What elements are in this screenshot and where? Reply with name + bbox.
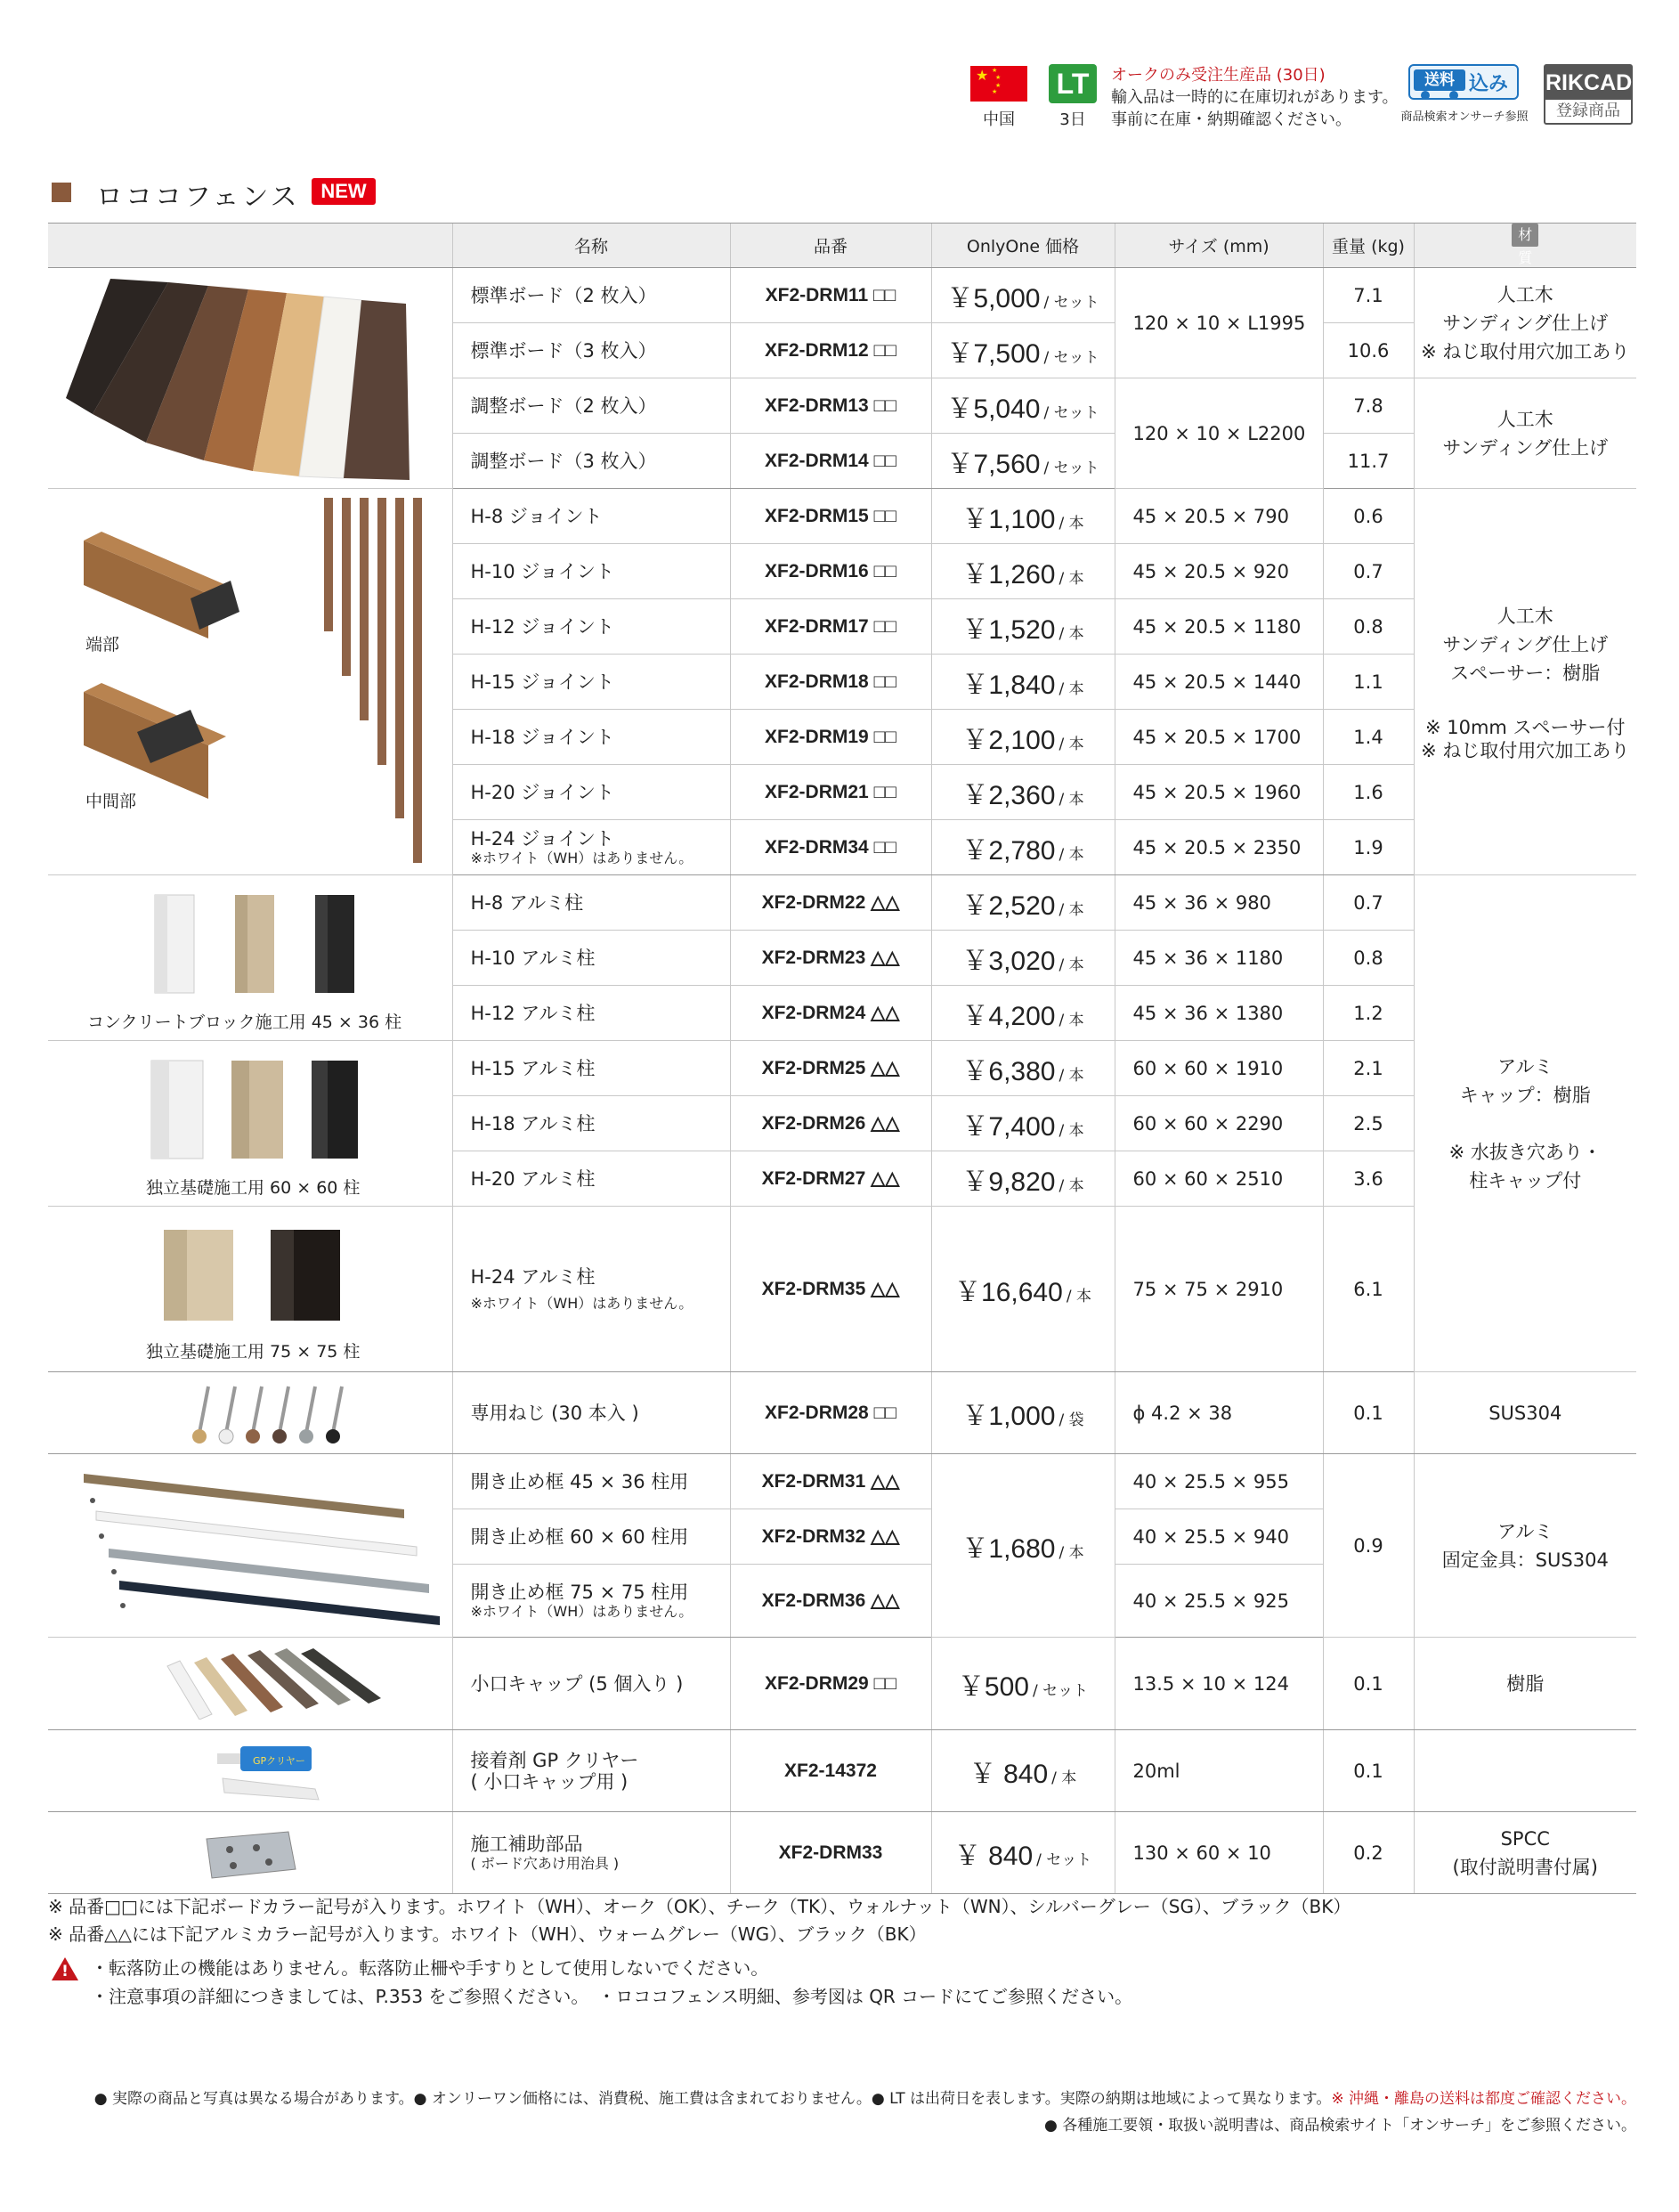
frames-image — [75, 1465, 449, 1625]
row-weight: 0.8 — [1323, 931, 1414, 986]
row-name: H-8 ジョイント — [452, 489, 730, 544]
row-price: ￥ 840 / 本 — [931, 1730, 1115, 1812]
row-price: ￥2,780 / 本 — [931, 820, 1115, 875]
row-size: 20ml — [1115, 1730, 1323, 1812]
row-code: XF2-DRM19 □□ — [730, 710, 931, 765]
row-size: 60 × 60 × 2290 — [1115, 1096, 1323, 1151]
row-name: 接着剤 GP クリヤー ( 小口キャップ用 ) — [452, 1730, 730, 1812]
row-name: H-24 ジョイント ※ホワイト（WH）はありません。 — [452, 820, 730, 875]
rikcad-badge — [1544, 64, 1633, 125]
jig-image-cell — [48, 1812, 452, 1894]
posts-75-image — [158, 1226, 372, 1324]
row-price: ￥3,020 / 本 — [931, 931, 1115, 986]
row-name: 開き止め框 60 × 60 柱用 — [452, 1509, 730, 1565]
new-badge: NEW — [312, 178, 376, 205]
jig-material: SPCC (取付説明書付属) — [1414, 1812, 1636, 1894]
row-code: XF2-DRM31 △△ — [730, 1454, 931, 1509]
caution-2: ・注意事項の詳細につきましては、P.353 をご参照ください。 ・ロココフェンス明細、参考図は QR コードにてご参照ください。 — [91, 1986, 1133, 2007]
row-name: 開き止め框 45 × 36 柱用 — [452, 1454, 730, 1509]
board-planks — [66, 279, 410, 480]
board-material-std: 人工木 サンディング仕上げ ※ ねじ取付用穴加工あり — [1414, 268, 1636, 378]
note-board-colors: ※ 品番□□には下記ボードカラー記号が入ります。ホワイト（WH）、オーク（OK）、チーク（TK）、ウォルナット（WN）、シルバーグレー（SG）、ブラック（BK） — [48, 1896, 1351, 1917]
row-size: 40 × 25.5 × 955 — [1115, 1454, 1323, 1509]
board-material-adj: 人工木 サンディング仕上げ — [1414, 378, 1636, 489]
row-code: XF2-DRM14 □□ — [730, 434, 931, 489]
row-weight: 6.1 — [1323, 1207, 1414, 1372]
row-code: XF2-DRM25 △△ — [730, 1041, 931, 1096]
table-row — [48, 1638, 1636, 1730]
row-weight: 7.1 — [1323, 268, 1414, 323]
row-size: 60 × 60 × 1910 — [1115, 1041, 1323, 1096]
row-name: 施工補助部品 ( ボード穴あけ用治具 ) — [452, 1812, 730, 1894]
row-weight: 1.1 — [1323, 655, 1414, 710]
row-name: H-20 ジョイント — [452, 765, 730, 820]
row-code: XF2-DRM28 □□ — [730, 1372, 931, 1454]
row-name: 調整ボード（3 枚入） — [452, 434, 730, 489]
posts-45-image — [146, 890, 360, 996]
frame-weight: 0.9 — [1323, 1454, 1414, 1638]
row-code: XF2-DRM36 △△ — [730, 1565, 931, 1638]
row-size: 45 × 20.5 × 1180 — [1115, 599, 1323, 655]
row-code: XF2-DRM26 △△ — [730, 1096, 931, 1151]
footer-line-1: ● 実際の商品と写真は異なる場合があります。● オンリーワン価格には、消費税、施工費は含まれておりません。● LT は出荷日を表します。実際の納期は地域によって異なります。※ 沖縄・離島の送料は都度ご確認ください。 — [93, 2090, 1636, 2108]
row-size: 45 × 20.5 × 1440 — [1115, 655, 1323, 710]
post-material: アルミ キャップ：樹脂 ※ 水抜き穴あり・ 柱キャップ付 — [1414, 875, 1636, 1372]
row-name: 標準ボード（3 枚入） — [452, 323, 730, 378]
row-weight: 2.1 — [1323, 1041, 1414, 1096]
row-code: XF2-DRM33 — [730, 1812, 931, 1894]
row-size: 40 × 25.5 × 925 — [1115, 1565, 1323, 1638]
glue-image — [208, 1743, 351, 1805]
cap-image-cell — [48, 1638, 452, 1730]
header-size: サイズ (mm) — [1115, 224, 1323, 268]
end-cap-set — [167, 1648, 381, 1720]
row-weight: 1.6 — [1323, 765, 1414, 820]
row-name: 調整ボード（2 枚入） — [452, 378, 730, 434]
row-weight: 0.6 — [1323, 489, 1414, 544]
row-weight: 0.7 — [1323, 875, 1414, 931]
row-size: 130 × 60 × 10 — [1115, 1812, 1323, 1894]
row-weight: 1.2 — [1323, 986, 1414, 1041]
row-price: ￥2,360 / 本 — [931, 765, 1115, 820]
row-code: XF2-DRM34 □□ — [730, 820, 931, 875]
label-middle: 中間部 — [85, 792, 137, 811]
joint-end-piece — [84, 532, 239, 638]
table-header-row — [48, 224, 1636, 268]
wheel-icon — [1421, 91, 1430, 100]
row-size: 45 × 20.5 × 790 — [1115, 489, 1323, 544]
row-weight: 1.9 — [1323, 820, 1414, 875]
row-price: ￥7,500 / セット — [931, 323, 1115, 378]
row-name: H-15 ジョイント — [452, 655, 730, 710]
label-post-75: 独立基礎施工用 75 × 75 柱 — [146, 1342, 361, 1362]
row-name: 小口キャップ (5 個入り ) — [452, 1638, 730, 1730]
table-row — [48, 875, 1636, 931]
table-row — [48, 1207, 1636, 1372]
joint-middle-piece — [84, 683, 226, 799]
row-weight: 0.2 — [1323, 1812, 1414, 1894]
material-icon: 材質 — [1512, 224, 1538, 247]
cap-material: 樹脂 — [1414, 1638, 1636, 1730]
joint-image-cell — [48, 489, 452, 875]
table-row — [48, 268, 1636, 323]
row-price: ￥1,260 / 本 — [931, 544, 1115, 599]
board-image-cell — [48, 268, 452, 489]
row-size: 45 × 20.5 × 1700 — [1115, 710, 1323, 765]
row-code: XF2-DRM16 □□ — [730, 544, 931, 599]
row-price: ￥2,100 / 本 — [931, 710, 1115, 765]
row-code: XF2-DRM17 □□ — [730, 599, 931, 655]
row-weight: 10.6 — [1323, 323, 1414, 378]
lead-time-badge: LT — [1049, 64, 1097, 103]
header-weight: 重量 (kg) — [1323, 224, 1414, 268]
row-weight: 7.8 — [1323, 378, 1414, 434]
row-code: XF2-DRM18 □□ — [730, 655, 931, 710]
table-row — [48, 1730, 1636, 1812]
row-size: ϕ 4.2 × 38 — [1115, 1372, 1323, 1454]
row-size: 45 × 20.5 × 2350 — [1115, 820, 1323, 875]
row-price: ￥1,840 / 本 — [931, 655, 1115, 710]
row-code: XF2-DRM13 □□ — [730, 378, 931, 434]
row-name: 標準ボード（2 枚入） — [452, 268, 730, 323]
row-price: ￥5,000 / セット — [931, 268, 1115, 323]
row-size: 45 × 36 × 980 — [1115, 875, 1323, 931]
row-code: XF2-DRM27 △△ — [730, 1151, 931, 1207]
row-price: ￥5,040 / セット — [931, 378, 1115, 434]
rikcad-bottom: 登録商品 — [1556, 102, 1620, 120]
post-block-image-cell — [48, 875, 452, 1041]
color-code-notes — [48, 1893, 1350, 1948]
china-flag-icon: ★ ★ ★ ★ ★ — [970, 66, 1027, 102]
row-size: 60 × 60 × 2510 — [1115, 1151, 1323, 1207]
row-name: H-12 ジョイント — [452, 599, 730, 655]
header-name: 名称 — [452, 224, 730, 268]
screw-set — [192, 1387, 342, 1443]
row-name: 専用ねじ (30 本入 ) — [452, 1372, 730, 1454]
board-size-std: 120 × 10 × L1995 — [1115, 268, 1323, 378]
notice-line2: 輸入品は一時的に在庫切れがあります。 — [1111, 88, 1399, 107]
frame-material: アルミ 固定金具：SUS304 — [1414, 1454, 1636, 1638]
row-code: XF2-DRM21 □□ — [730, 765, 931, 820]
shipping-included-badge — [1408, 64, 1519, 100]
row-weight: 0.1 — [1323, 1730, 1414, 1812]
joint-material: 人工木 サンディング仕上げ スペーサー：樹脂 ※ 10mm スペーサー付 ※ ねじ取付用穴加工あり — [1414, 489, 1636, 875]
joint-bars — [324, 498, 422, 863]
notice-line3: 事前に在庫・納期確認ください。 — [1111, 110, 1351, 129]
rikcad-top: RIKCAD — [1545, 66, 1631, 100]
row-code: XF2-DRM23 △△ — [730, 931, 931, 986]
table-row — [48, 1812, 1636, 1894]
row-code: XF2-DRM22 △△ — [730, 875, 931, 931]
row-weight: 3.6 — [1323, 1151, 1414, 1207]
row-size: 40 × 25.5 × 940 — [1115, 1509, 1323, 1565]
row-name: H-15 アルミ柱 — [452, 1041, 730, 1096]
stock-notice — [1111, 64, 1399, 131]
header-code: 品番 — [730, 224, 931, 268]
note-alumi-colors: ※ 品番△△には下記アルミカラー記号が入ります。ホワイト（WH）、ウォームグレー（WG）、ブラック（BK） — [48, 1923, 927, 1945]
table-row — [48, 1454, 1636, 1509]
table-row — [48, 489, 1636, 544]
row-size: 13.5 × 10 × 124 — [1115, 1638, 1323, 1730]
page-title: ロココフェンス — [96, 182, 300, 213]
product-table — [48, 223, 1636, 1894]
glue-image-cell — [48, 1730, 452, 1812]
title-square-icon — [52, 183, 71, 202]
caution-1: ・転落防止の機能はありません。転落防止柵や手すりとして使用しないでください。 — [91, 1957, 769, 1979]
row-code: XF2-DRM24 △△ — [730, 986, 931, 1041]
row-weight: 0.1 — [1323, 1638, 1414, 1730]
row-size: 45 × 36 × 1380 — [1115, 986, 1323, 1041]
frame-image-cell — [48, 1454, 452, 1638]
row-name: H-18 アルミ柱 — [452, 1096, 730, 1151]
warning-mark: ! — [61, 1963, 69, 1980]
row-weight: 1.4 — [1323, 710, 1414, 765]
post-60-image-cell — [48, 1041, 452, 1207]
screw-image-cell — [48, 1372, 452, 1454]
joints-image — [75, 496, 449, 870]
table-row — [48, 1372, 1636, 1454]
row-name: H-8 アルミ柱 — [452, 875, 730, 931]
glue-tube-label: GPクリヤー — [253, 1755, 305, 1767]
row-price: ￥7,560 / セット — [931, 434, 1115, 489]
frame-price: ￥1,680 / 本 — [931, 1454, 1115, 1638]
row-price: ￥6,380 / 本 — [931, 1041, 1115, 1096]
truck-icon: 送料 — [1414, 69, 1465, 91]
row-price: ￥1,520 / 本 — [931, 599, 1115, 655]
caps-image — [158, 1648, 408, 1720]
jig-image — [203, 1830, 301, 1880]
header-material — [1414, 224, 1636, 268]
row-name: H-12 アルミ柱 — [452, 986, 730, 1041]
row-code: XF2-DRM29 □□ — [730, 1638, 931, 1730]
row-size: 75 × 75 × 2910 — [1115, 1207, 1323, 1372]
row-name: 開き止め框 75 × 75 柱用 ※ホワイト（WH）はありません。 — [452, 1565, 730, 1638]
table-row — [48, 1041, 1636, 1096]
label-post-block: コンクリートブロック施工用 45 × 36 柱 — [87, 1012, 402, 1032]
screws-image — [173, 1383, 386, 1445]
screw-material: SUS304 — [1414, 1372, 1636, 1454]
header-image — [48, 224, 452, 268]
row-price: ￥1,000 / 袋 — [931, 1372, 1115, 1454]
row-weight: 0.1 — [1323, 1372, 1414, 1454]
row-price: ￥16,640 / 本 — [931, 1207, 1115, 1372]
row-weight: 11.7 — [1323, 434, 1414, 489]
row-price: ￥7,400 / 本 — [931, 1096, 1115, 1151]
wheel-icon — [1449, 91, 1458, 100]
row-price: ￥ 840 / セット — [931, 1812, 1115, 1894]
glue-material — [1414, 1730, 1636, 1812]
row-price: ￥2,520 / 本 — [931, 875, 1115, 931]
row-weight: 0.8 — [1323, 599, 1414, 655]
header-price: OnlyOne 価格 — [931, 224, 1115, 268]
shipping-badge-right: 込み — [1469, 73, 1509, 95]
row-price: ￥1,100 / 本 — [931, 489, 1115, 544]
posts-60-image — [146, 1055, 360, 1162]
row-code: XF2-DRM11 □□ — [730, 268, 931, 323]
row-size: 45 × 20.5 × 920 — [1115, 544, 1323, 599]
post-75-image-cell — [48, 1207, 452, 1372]
row-code: XF2-DRM12 □□ — [730, 323, 931, 378]
row-code: XF2-DRM32 △△ — [730, 1509, 931, 1565]
caution-notes — [91, 1954, 1132, 2011]
shipping-caption: 商品検索オンサーチ参照 — [1400, 110, 1529, 124]
row-name: H-20 アルミ柱 — [452, 1151, 730, 1207]
row-price: ￥4,200 / 本 — [931, 986, 1115, 1041]
row-name: H-10 ジョイント — [452, 544, 730, 599]
label-end: 端部 — [85, 635, 120, 655]
footer-line-2: ● 各種施工要領・取扱い説明書は、商品検索サイト「オンサーチ」をご参照ください。 — [1043, 2117, 1636, 2135]
row-code: XF2-DRM35 △△ — [730, 1207, 931, 1372]
row-weight: 0.7 — [1323, 544, 1414, 599]
label-post-60: 独立基礎施工用 60 × 60 柱 — [146, 1178, 361, 1198]
row-name: H-24 アルミ柱 ※ホワイト（WH）はありません。 — [452, 1207, 730, 1372]
row-name: H-10 アルミ柱 — [452, 931, 730, 986]
row-code: XF2-14372 — [730, 1730, 931, 1812]
row-weight: 2.5 — [1323, 1096, 1414, 1151]
notice-red: オークのみ受注生産品 (30日) — [1111, 66, 1326, 85]
boards-image — [57, 273, 449, 480]
row-name: H-18 ジョイント — [452, 710, 730, 765]
board-size-adj: 120 × 10 × L2200 — [1115, 378, 1323, 489]
row-size: 45 × 36 × 1180 — [1115, 931, 1323, 986]
row-price: ￥9,820 / 本 — [931, 1151, 1115, 1207]
row-code: XF2-DRM15 □□ — [730, 489, 931, 544]
origin-country: 中国 — [983, 110, 1015, 129]
row-size: 45 × 20.5 × 1960 — [1115, 765, 1323, 820]
lead-time-days: 3日 — [1059, 110, 1086, 129]
row-price: ￥500 / セット — [931, 1638, 1115, 1730]
